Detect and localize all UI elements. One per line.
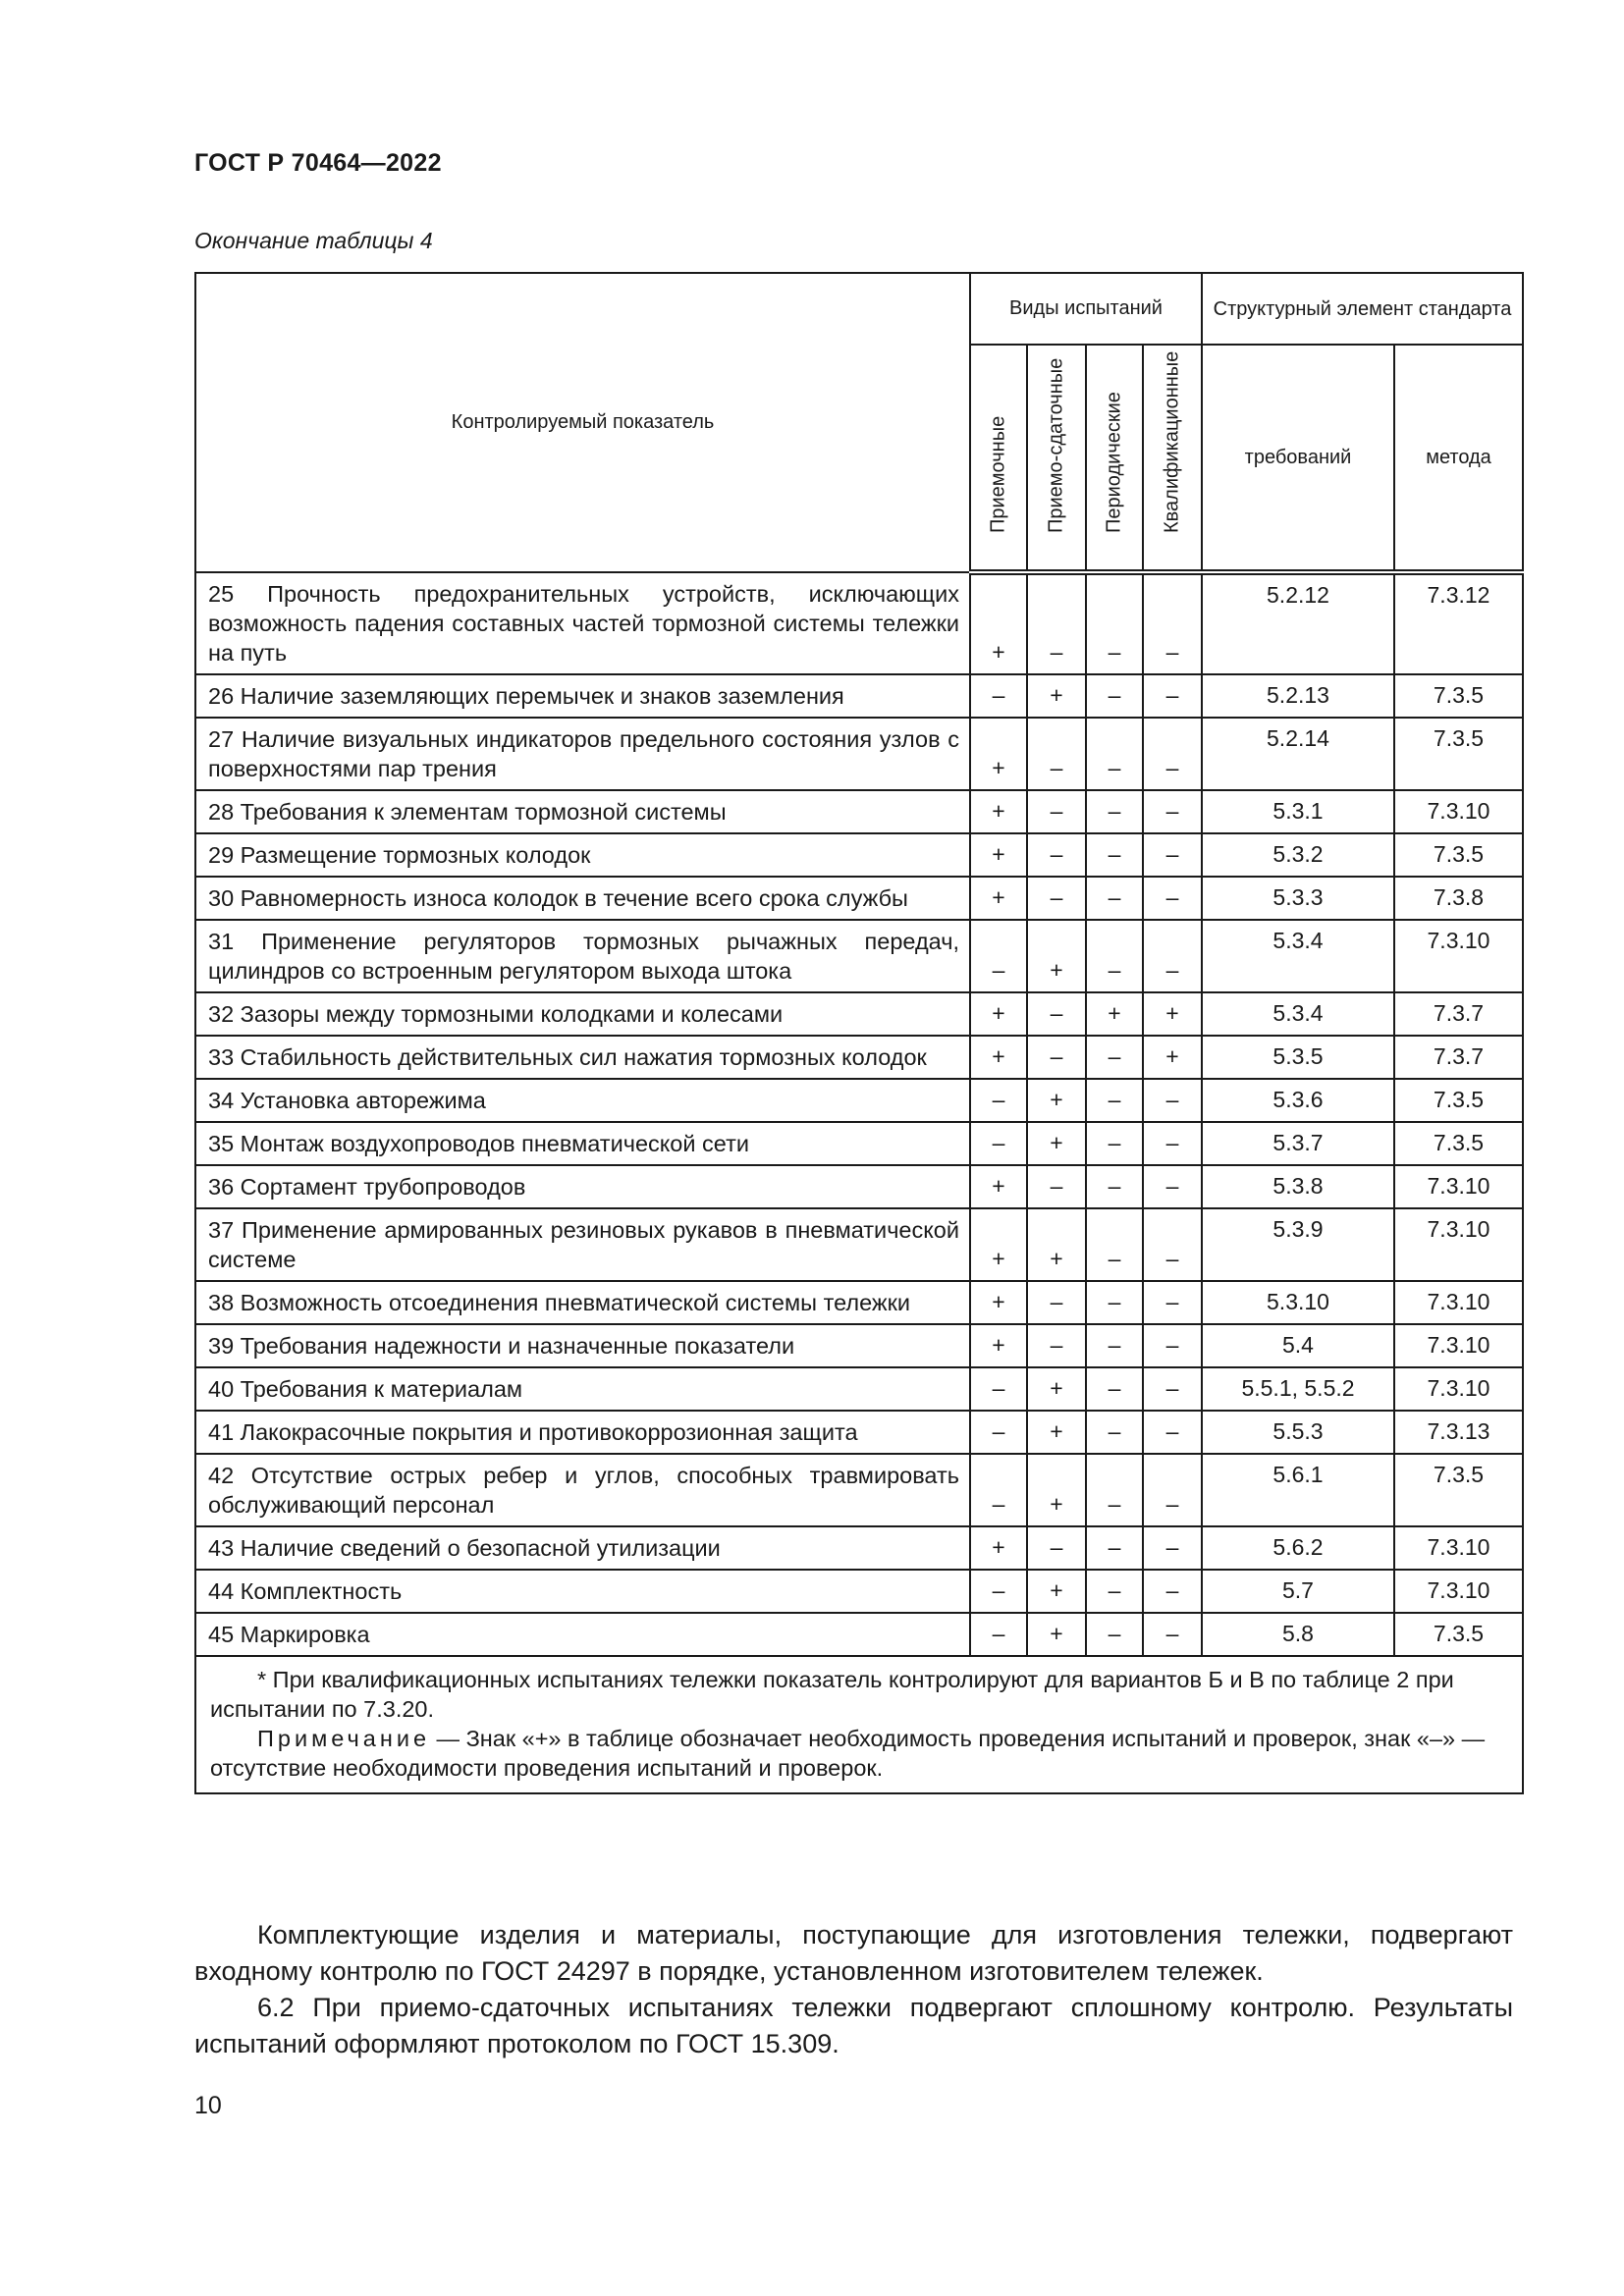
mark-cell: – (1143, 1281, 1202, 1324)
method-cell: 7.3.10 (1394, 1367, 1523, 1411)
mark-cell: + (970, 877, 1027, 920)
table-row (195, 718, 1523, 790)
requirements-cell: 5.3.2 (1202, 833, 1394, 877)
mark-cell: – (1086, 1526, 1143, 1570)
header-periodic-label: Периодические (1103, 392, 1125, 533)
indicator-cell: 30 Равномерность износа колодок в течение всего срока службы (195, 877, 970, 920)
table-row (195, 833, 1523, 877)
method-cell: 7.3.10 (1394, 1526, 1523, 1570)
indicator-cell: 41 Лакокрасочные покрытия и противокоррозионная защита (195, 1411, 970, 1454)
mark-cell: – (1086, 1454, 1143, 1526)
mark-cell: – (1027, 718, 1086, 790)
mark-cell: + (970, 572, 1027, 674)
mark-cell: – (1143, 1411, 1202, 1454)
mark-cell: – (1143, 833, 1202, 877)
mark-cell: + (970, 992, 1027, 1036)
note-label: Примечание (257, 1726, 431, 1751)
mark-cell: – (1086, 833, 1143, 877)
mark-cell: – (1027, 572, 1086, 674)
indicator-cell: 37 Применение армированных резиновых рукавов в пневматической системе (195, 1208, 970, 1281)
mark-cell: + (970, 1036, 1027, 1079)
table-row (195, 1411, 1523, 1454)
header-indicator: Контролируемый показатель (195, 273, 970, 572)
method-cell: 7.3.10 (1394, 1208, 1523, 1281)
table-caption: Окончание таблицы 4 (194, 228, 433, 253)
header-periodic (1086, 345, 1143, 572)
mark-cell: + (1027, 674, 1086, 718)
table-notes (195, 1656, 1523, 1793)
mark-cell: + (1027, 1570, 1086, 1613)
mark-cell: + (1027, 1411, 1086, 1454)
mark-cell: + (1086, 992, 1143, 1036)
indicator-cell: 28 Требования к элементам тормозной системы (195, 790, 970, 833)
method-cell: 7.3.10 (1394, 1165, 1523, 1208)
table-row (195, 1570, 1523, 1613)
mark-cell: + (970, 790, 1027, 833)
requirements-cell: 5.3.7 (1202, 1122, 1394, 1165)
mark-cell: – (1143, 877, 1202, 920)
mark-cell: – (1027, 1281, 1086, 1324)
table-row (195, 1454, 1523, 1526)
mark-cell: + (970, 1324, 1027, 1367)
table-row (195, 1079, 1523, 1122)
mark-cell: – (1143, 1324, 1202, 1367)
mark-cell: – (1086, 1281, 1143, 1324)
method-cell: 7.3.7 (1394, 1036, 1523, 1079)
method-cell: 7.3.5 (1394, 718, 1523, 790)
indicator-cell: 27 Наличие визуальных индикаторов предельного состояния узлов с поверхностями пар трения (195, 718, 970, 790)
table-row (195, 1122, 1523, 1165)
method-cell: 7.3.10 (1394, 1570, 1523, 1613)
mark-cell: – (1143, 718, 1202, 790)
mark-cell: – (970, 1079, 1027, 1122)
requirements-cell: 5.7 (1202, 1570, 1394, 1613)
table-row (195, 877, 1523, 920)
method-cell: 7.3.5 (1394, 1122, 1523, 1165)
table-row (195, 920, 1523, 992)
mark-cell: – (1143, 1122, 1202, 1165)
mark-cell: – (1027, 992, 1086, 1036)
mark-cell: – (1143, 920, 1202, 992)
mark-cell: – (1086, 1324, 1143, 1367)
method-cell: 7.3.12 (1394, 572, 1523, 674)
requirements-cell: 5.3.1 (1202, 790, 1394, 833)
mark-cell: – (1086, 1411, 1143, 1454)
requirements-cell: 5.3.10 (1202, 1281, 1394, 1324)
indicator-cell: 38 Возможность отсоединения пневматической системы тележки (195, 1281, 970, 1324)
mark-cell: – (1027, 833, 1086, 877)
table-row (195, 674, 1523, 718)
header-acceptance-label: Приемочные (987, 415, 1009, 533)
indicator-cell: 43 Наличие сведений о безопасной утилизации (195, 1526, 970, 1570)
mark-cell: – (1086, 920, 1143, 992)
header-test-types: Виды испытаний (970, 273, 1202, 345)
requirements-cell: 5.3.5 (1202, 1036, 1394, 1079)
body-paragraph-1: Комплектующие изделия и материалы, поступающие для изготовления тележки, подвергают входному контролю по ГОСТ 24297 в порядке, установленном изготовителем тележек. (194, 1920, 1513, 1986)
method-cell: 7.3.5 (1394, 674, 1523, 718)
mark-cell: + (970, 718, 1027, 790)
mark-cell: – (1143, 1613, 1202, 1656)
mark-cell: – (1143, 1367, 1202, 1411)
table-row (195, 790, 1523, 833)
mark-cell: – (1143, 1079, 1202, 1122)
mark-cell: – (1027, 1526, 1086, 1570)
indicator-cell: 44 Комплектность (195, 1570, 970, 1613)
requirements-cell: 5.2.14 (1202, 718, 1394, 790)
mark-cell: – (970, 1411, 1027, 1454)
mark-cell: – (1143, 1526, 1202, 1570)
mark-cell: + (970, 1165, 1027, 1208)
requirements-cell: 5.6.2 (1202, 1526, 1394, 1570)
mark-cell: – (1027, 790, 1086, 833)
header-qualification (1143, 345, 1202, 572)
table-row (195, 1324, 1523, 1367)
mark-cell: + (1027, 1367, 1086, 1411)
mark-cell: – (1143, 674, 1202, 718)
mark-cell: + (1027, 1208, 1086, 1281)
mark-cell: + (1027, 1122, 1086, 1165)
mark-cell: – (1086, 1165, 1143, 1208)
table-row (195, 1165, 1523, 1208)
mark-cell: – (1143, 1454, 1202, 1526)
requirements-cell: 5.3.8 (1202, 1165, 1394, 1208)
mark-cell: + (1143, 1036, 1202, 1079)
method-cell: 7.3.5 (1394, 1454, 1523, 1526)
mark-cell: – (970, 1570, 1027, 1613)
table-row (195, 1208, 1523, 1281)
mark-cell: – (1086, 1079, 1143, 1122)
body-paragraph-2: 6.2 При приемо-сдаточных испытаниях тележки подвергают сплошному контролю. Результаты испытаний оформляют протоколом по ГОСТ 15.309. (194, 1993, 1513, 2058)
table-row (195, 1281, 1523, 1324)
test-table (194, 272, 1524, 1794)
table-row (195, 992, 1523, 1036)
indicator-cell: 42 Отсутствие острых ребер и углов, способных травмировать обслуживающий персонал (195, 1454, 970, 1526)
mark-cell: + (1143, 992, 1202, 1036)
mark-cell: + (1027, 1079, 1086, 1122)
method-cell: 7.3.10 (1394, 1324, 1523, 1367)
mark-cell: – (1086, 1036, 1143, 1079)
note-text: — Знак «+» в таблице обозначает необходимость проведения испытаний и проверок, знак «–» — отсутствие необходимости проведения испытаний и проверок. (210, 1726, 1486, 1781)
mark-cell: – (970, 1454, 1027, 1526)
method-cell: 7.3.5 (1394, 833, 1523, 877)
mark-cell: – (1143, 1570, 1202, 1613)
method-cell: 7.3.10 (1394, 920, 1523, 992)
footnote: * При квалификационных испытаниях тележки показатель контролируют для вариантов Б и В по таблице 2 при испытании по 7.3.20. (210, 1667, 1454, 1722)
mark-cell: – (1027, 877, 1086, 920)
mark-cell: – (1143, 1165, 1202, 1208)
mark-cell: – (970, 1613, 1027, 1656)
mark-cell: – (1086, 674, 1143, 718)
mark-cell: + (1027, 1613, 1086, 1656)
header-acceptance-delivery (1027, 345, 1086, 572)
requirements-cell: 5.2.12 (1202, 572, 1394, 674)
requirements-cell: 5.2.13 (1202, 674, 1394, 718)
method-cell: 7.3.10 (1394, 1281, 1523, 1324)
mark-cell: – (1086, 718, 1143, 790)
header-method: метода (1394, 345, 1523, 572)
indicator-cell: 26 Наличие заземляющих перемычек и знаков заземления (195, 674, 970, 718)
header-qualification-label: Квалификационные (1161, 350, 1183, 533)
indicator-cell: 33 Стабильность действительных сил нажатия тормозных колодок (195, 1036, 970, 1079)
requirements-cell: 5.6.1 (1202, 1454, 1394, 1526)
mark-cell: – (1086, 790, 1143, 833)
mark-cell: – (1086, 1208, 1143, 1281)
header-structural-element: Структурный элемент стандарта (1202, 273, 1523, 345)
requirements-cell: 5.8 (1202, 1613, 1394, 1656)
mark-cell: – (1086, 1613, 1143, 1656)
mark-cell: + (970, 1281, 1027, 1324)
header-acceptance-delivery-label: Приемо-сдаточные (1045, 357, 1067, 533)
indicator-cell: 35 Монтаж воздухопроводов пневматической сети (195, 1122, 970, 1165)
requirements-cell: 5.5.1, 5.5.2 (1202, 1367, 1394, 1411)
indicator-cell: 39 Требования надежности и назначенные показатели (195, 1324, 970, 1367)
method-cell: 7.3.13 (1394, 1411, 1523, 1454)
requirements-cell: 5.3.3 (1202, 877, 1394, 920)
method-cell: 7.3.5 (1394, 1613, 1523, 1656)
mark-cell: – (1027, 1324, 1086, 1367)
mark-cell: – (970, 1367, 1027, 1411)
mark-cell: – (970, 920, 1027, 992)
requirements-cell: 5.3.9 (1202, 1208, 1394, 1281)
header-requirements: требований (1202, 345, 1394, 572)
indicator-cell: 36 Сортамент трубопроводов (195, 1165, 970, 1208)
method-cell: 7.3.5 (1394, 1079, 1523, 1122)
mark-cell: + (970, 1526, 1027, 1570)
method-cell: 7.3.7 (1394, 992, 1523, 1036)
table-row (195, 1526, 1523, 1570)
page-number: 10 (194, 2092, 222, 2119)
mark-cell: – (1086, 572, 1143, 674)
mark-cell: – (1143, 1208, 1202, 1281)
indicator-cell: 32 Зазоры между тормозными колодками и колесами (195, 992, 970, 1036)
indicator-cell: 45 Маркировка (195, 1613, 970, 1656)
mark-cell: – (970, 1122, 1027, 1165)
mark-cell: + (970, 833, 1027, 877)
method-cell: 7.3.10 (1394, 790, 1523, 833)
requirements-cell: 5.5.3 (1202, 1411, 1394, 1454)
document-code: ГОСТ Р 70464—2022 (194, 149, 442, 177)
indicator-cell: 25 Прочность предохранительных устройств, исключающих возможность падения составных частей тормозной системы тележки на путь (195, 572, 970, 674)
table-row (195, 1613, 1523, 1656)
mark-cell: + (970, 1208, 1027, 1281)
note (210, 1724, 1510, 1783)
mark-cell: – (1143, 790, 1202, 833)
mark-cell: – (1143, 572, 1202, 674)
requirements-cell: 5.3.6 (1202, 1079, 1394, 1122)
mark-cell: – (1086, 1570, 1143, 1613)
header-acceptance (970, 345, 1027, 572)
mark-cell: – (1027, 1036, 1086, 1079)
requirements-cell: 5.4 (1202, 1324, 1394, 1367)
indicator-cell: 29 Размещение тормозных колодок (195, 833, 970, 877)
mark-cell: – (970, 674, 1027, 718)
requirements-cell: 5.3.4 (1202, 920, 1394, 992)
table-row (195, 1367, 1523, 1411)
mark-cell: + (1027, 1454, 1086, 1526)
mark-cell: – (1086, 1367, 1143, 1411)
indicator-cell: 40 Требования к материалам (195, 1367, 970, 1411)
mark-cell: + (1027, 920, 1086, 992)
indicator-cell: 34 Установка авторежима (195, 1079, 970, 1122)
method-cell: 7.3.8 (1394, 877, 1523, 920)
requirements-cell: 5.3.4 (1202, 992, 1394, 1036)
mark-cell: – (1086, 1122, 1143, 1165)
mark-cell: – (1027, 1165, 1086, 1208)
mark-cell: – (1086, 877, 1143, 920)
table-row (195, 572, 1523, 674)
indicator-cell: 31 Применение регуляторов тормозных рычажных передач, цилиндров со встроенным регулятором выхода штока (195, 920, 970, 992)
table-row (195, 1036, 1523, 1079)
body-text (194, 1917, 1513, 2062)
